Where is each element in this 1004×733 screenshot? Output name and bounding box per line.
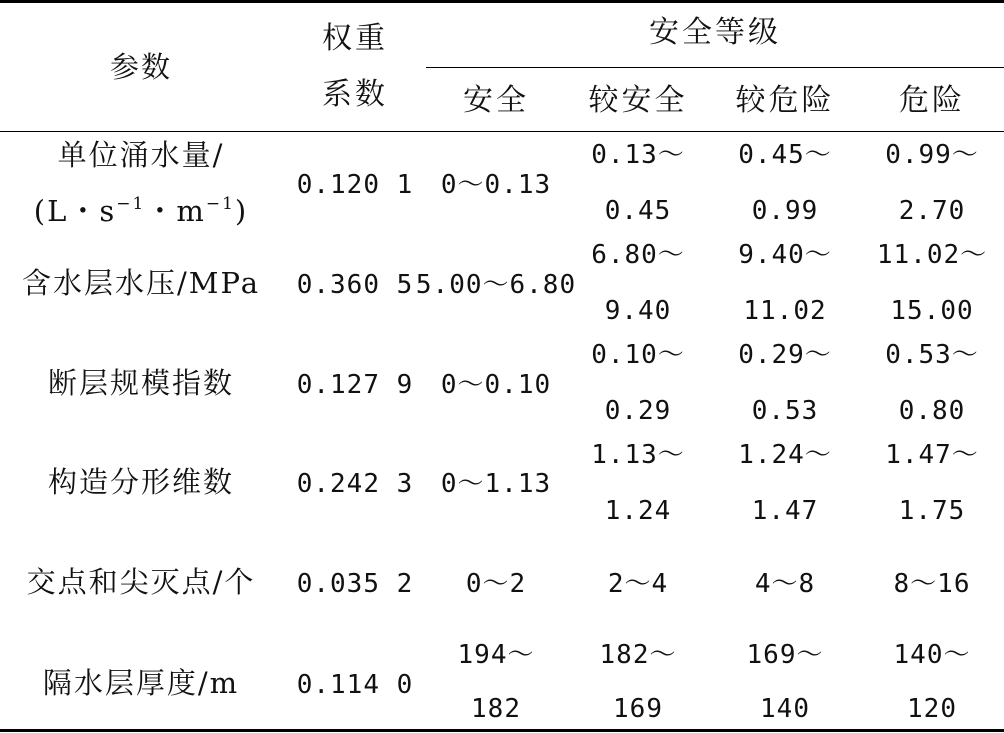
header-level-relatively-safe: 较安全 bbox=[588, 83, 688, 118]
row3-relsafe-line2: 0.29 bbox=[604, 396, 672, 426]
header-level-safe: 安全 bbox=[463, 83, 529, 118]
header-param: 参数 bbox=[109, 50, 173, 84]
row2-safe: 5.00～6.80 bbox=[415, 270, 577, 300]
header-bottom-rule bbox=[0, 131, 1004, 132]
header-weight-line1: 权重 bbox=[322, 21, 388, 56]
row1-relsafe-line1: 0.13～ bbox=[591, 140, 685, 170]
row4-safe: 0～1.13 bbox=[440, 469, 552, 499]
row3-param: 断层规模指数 bbox=[47, 366, 235, 400]
row6-danger-line1: 140～ bbox=[893, 640, 971, 670]
row6-weight: 0.114 0 bbox=[296, 670, 414, 700]
row3-weight: 0.127 9 bbox=[296, 370, 414, 400]
row2-relsafe-line1: 6.80～ bbox=[591, 240, 685, 270]
row4-reldanger-line2: 1.47 bbox=[751, 496, 819, 526]
row3-danger-line2: 0.80 bbox=[898, 396, 966, 426]
row2-danger-line1: 11.02～ bbox=[876, 240, 988, 270]
row3-danger-line1: 0.53～ bbox=[885, 340, 979, 370]
row6-safe-line2: 182 bbox=[471, 694, 521, 724]
row4-weight: 0.242 3 bbox=[296, 469, 414, 499]
row1-reldanger-line1: 0.45～ bbox=[738, 140, 832, 170]
header-level-dangerous: 危险 bbox=[899, 83, 965, 118]
row1-weight: 0.120 1 bbox=[296, 170, 414, 200]
row1-danger-line2: 2.70 bbox=[898, 196, 966, 226]
row1-safe: 0～0.13 bbox=[440, 170, 552, 200]
header-level-relatively-dangerous: 较危险 bbox=[735, 83, 835, 118]
row4-param: 构造分形维数 bbox=[47, 465, 235, 499]
row5-param: 交点和尖灭点/个 bbox=[26, 565, 256, 599]
row1-danger-line1: 0.99～ bbox=[885, 140, 979, 170]
row2-reldanger-line2: 11.02 bbox=[743, 296, 827, 326]
row5-reldanger: 4～8 bbox=[754, 569, 816, 599]
row2-weight: 0.360 5 bbox=[296, 270, 414, 300]
row6-danger-line2: 120 bbox=[907, 694, 957, 724]
row1-reldanger-line2: 0.99 bbox=[751, 196, 819, 226]
row3-safe: 0～0.10 bbox=[440, 370, 552, 400]
row3-relsafe-line1: 0.10～ bbox=[591, 340, 685, 370]
bottom-rule bbox=[0, 729, 1004, 732]
row6-reldanger-line2: 140 bbox=[760, 694, 810, 724]
row5-weight: 0.035 2 bbox=[296, 569, 414, 599]
row4-relsafe-line2: 1.24 bbox=[604, 496, 672, 526]
row6-param: 隔水层厚度/m bbox=[42, 666, 240, 700]
row3-reldanger-line2: 0.53 bbox=[751, 396, 819, 426]
header-weight-line2: 系数 bbox=[322, 77, 388, 112]
header-grade: 安全等级 bbox=[649, 15, 781, 50]
row4-danger-line2: 1.75 bbox=[898, 496, 966, 526]
row2-reldanger-line1: 9.40～ bbox=[738, 240, 832, 270]
row2-danger-line2: 15.00 bbox=[890, 296, 974, 326]
row1-param-line2: (L・$s^{-1}$・$m^{-1}$) bbox=[33, 194, 249, 228]
row3-reldanger-line1: 0.29～ bbox=[738, 340, 832, 370]
row4-relsafe-line1: 1.13～ bbox=[591, 440, 685, 470]
row6-safe-line1: 194～ bbox=[457, 640, 535, 670]
top-rule bbox=[0, 0, 1004, 3]
grade-underline bbox=[426, 67, 1004, 68]
row5-relsafe: 2～4 bbox=[607, 569, 669, 599]
row5-safe: 0～2 bbox=[465, 569, 527, 599]
row1-param-line1: 单位涌水量/ bbox=[57, 138, 225, 172]
row5-danger: 8～16 bbox=[893, 569, 971, 599]
row6-reldanger-line1: 169～ bbox=[746, 640, 824, 670]
row2-param: 含水层水压/MPa bbox=[22, 266, 260, 300]
row4-reldanger-line1: 1.24～ bbox=[738, 440, 832, 470]
row6-relsafe-line2: 169 bbox=[613, 694, 663, 724]
row2-relsafe-line2: 9.40 bbox=[604, 296, 672, 326]
row1-relsafe-line2: 0.45 bbox=[604, 196, 672, 226]
row4-danger-line1: 1.47～ bbox=[885, 440, 979, 470]
row6-relsafe-line1: 182～ bbox=[599, 640, 677, 670]
